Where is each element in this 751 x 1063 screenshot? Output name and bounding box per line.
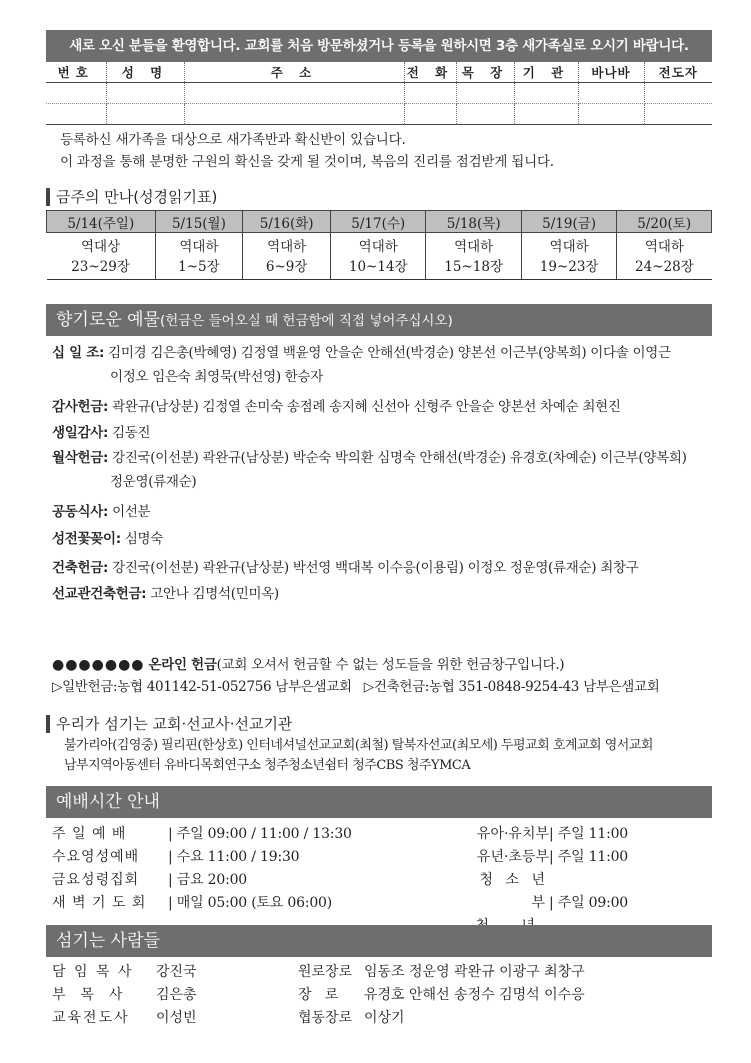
reading-chapters: 24~28장 [635,259,694,275]
input-cell[interactable] [514,82,578,103]
worship-label: 금요성령집회 [52,872,140,888]
offering-tithe [52,341,712,389]
worship-label: 청 소 년 부 [479,872,549,911]
missions-section-title [46,713,292,734]
missions-line: 남부지역아동센터 유바디목회연구소 청주청소년쉼터 청주CBS 청주YMCA [64,758,471,773]
reading-chapters: 15~18장 [444,259,504,275]
welcome-banner: 새로 오신 분들을 환영합니다. 교회를 처음 방문하셨거나 등록을 원하시면 3층 새가족실로 오시기 바랍니다. [46,30,712,62]
offering-label: 건축헌금: [52,560,109,576]
reading-date: 5/14(주일) [47,211,156,233]
reading-section-title [46,186,217,207]
missions-list [64,736,653,776]
worship-time: | 주일 11:00 [549,826,629,842]
staff-row [298,984,585,1007]
staff-names: 임동조 정운영 곽완규 이광구 최창구 [364,964,585,980]
input-cell[interactable] [184,103,404,124]
input-cell[interactable] [578,103,644,124]
worship-row [454,823,628,846]
reading-chapters: 19~23장 [539,259,599,275]
reading-date: 5/19(금) [521,211,616,233]
col-org: 기 관 [514,62,578,82]
worship-row [52,846,352,869]
missions-title: 우리가 섬기는 교회·선교사·선교기관 [56,715,293,733]
staff-left [52,961,197,1030]
staff-label: 장 로 [298,987,339,1003]
reading-date: 5/17(수) [331,211,426,233]
reading-chapters: 23~29장 [71,259,130,275]
reading-book: 역대하 [267,239,307,255]
offering-names: 심명숙 [124,531,164,547]
worship-time: | 금요 20:00 [168,872,248,888]
input-cell[interactable] [46,82,106,103]
input-cell[interactable] [184,82,404,103]
online-title: 온라인 헌금 [148,657,217,673]
input-cell[interactable] [644,82,712,103]
staff-label: 교육전도사 [52,1010,130,1026]
offering-label: 성전꽃꽂이: [52,531,121,547]
offering-meal [52,500,712,524]
staff-row [52,961,197,984]
offering-label: 생일감사: [52,425,109,441]
reading-cell [617,233,712,280]
reading-chapters: 1~5장 [178,259,220,275]
worship-row [454,846,628,869]
staff-row [298,961,585,984]
offering-label: 감사헌금: [52,399,109,415]
input-cell[interactable] [456,103,514,124]
reading-content-row [47,233,712,280]
offering-label: 선교관건축헌금: [52,586,147,602]
worship-label: 유년·초등부 [476,849,549,865]
staff-label: 부 목 사 [52,987,125,1003]
reading-book: 역대하 [549,239,589,255]
offering-title: 향기로운 예물 [56,310,160,330]
worship-time: | 주일 09:00 [549,895,629,911]
input-cell[interactable] [46,103,106,124]
staff-row [298,1007,585,1030]
dots-icon: ●●●●●●● [52,657,145,673]
col-address: 주 소 [184,62,404,82]
worship-label: 수요영성예배 [52,849,140,865]
worship-label: 유아·유치부 [476,826,549,842]
worship-row [52,892,352,915]
reading-book: 역대하 [644,239,684,255]
staff-right [298,961,585,1030]
offering-names: 강진국(이선분) 곽완규(남상분) 박선영 백대복 이수응(이용림) 이정오 정운영(류재순) 최창구 [112,560,639,576]
worship-header [46,786,712,818]
registration-header-row [46,62,712,82]
staff-label: 담 임 목 사 [52,964,134,980]
input-cell[interactable] [404,103,456,124]
worship-row [52,869,352,892]
offering-thanks [52,395,712,419]
reading-cell [331,233,426,280]
worship-left [52,823,352,915]
staff-names: 이상기 [364,1010,405,1026]
staff-row [52,1007,197,1030]
worship-label: 새 벽 기 도 회 [52,895,147,911]
section-bar-icon [46,188,50,206]
note-line-1: 등록하신 새가족을 대상으로 새가족반과 확신반이 있습니다. [60,132,406,148]
staff-names: 강진국 [156,964,197,980]
section-bar-icon [46,715,50,733]
offering-subtitle: (헌금은 들어오실 때 헌금함에 직접 넣어주십시오) [159,313,453,329]
offering-birthday [52,421,712,445]
offering-label: 월삭헌금: [52,450,109,466]
reading-book: 역대하 [358,239,398,255]
reading-date: 5/18(목) [426,211,521,233]
staff-label: 원로장로 [298,964,353,980]
col-name: 성 명 [106,62,184,82]
missions-line: 불가리아(김영중) 필리핀(한상호) 인터네셔널선교교회(최철) 탈북자선교(최모세) 두평교회 호계교회 영서교회 [64,738,653,753]
staff-header [46,925,712,957]
reading-date: 5/16(화) [243,211,331,233]
input-cell[interactable] [578,82,644,103]
general-account: ▷일반헌금:농협 401142-51-052756 남부은샘교회 [52,679,352,695]
input-cell[interactable] [644,103,712,124]
staff-label: 협동장로 [298,1010,353,1026]
reading-book: 역대하 [454,239,494,255]
building-account: ▷건축헌금:농협 351-0848-9254-43 남부은샘교회 [363,679,660,695]
reading-cell [47,233,156,280]
offering-header [46,304,712,336]
offering-names: 이선분 [112,504,151,520]
worship-time: | 주일 09:00 / 11:00 / 13:30 [168,826,352,842]
offering-names: 강진국(이선분) 곽완규(남상분) 박순숙 박의환 심명숙 안해선(박경순) 유경호(차예순) 이근부(양복희) [112,450,687,466]
worship-label: 주 일 예 배 [52,826,127,842]
worship-time: | 주일 11:00 [549,849,629,865]
online-desc: (교회 오셔서 헌금할 수 없는 성도들을 위한 헌금창구입니다.) [216,657,565,673]
worship-row [454,869,628,915]
table-row [46,82,712,103]
offering-label: 공동식사: [52,504,109,520]
col-phone: 전 화 [404,62,456,82]
worship-row [52,823,352,846]
worship-title: 예배시간 안내 [56,792,160,812]
reading-book: 역대상 [80,239,121,255]
col-number: 번호 [46,62,106,82]
offering-names-cont: 이정오 임은숙 최영묵(박선영) 한승자 [110,369,324,385]
col-barnabas: 바나바 [578,62,644,82]
worship-time: | 매일 05:00 (토요 06:00) [168,895,333,911]
col-cell: 목 장 [456,62,514,82]
input-cell[interactable] [514,103,578,124]
offering-mission-building [52,582,712,606]
offering-names: 김미경 김은총(박혜영) 김정열 백윤영 안을순 안해선(박경순) 양본선 이근부(양복희) 이다솔 이영근 [108,345,671,361]
offering-names-cont: 정운영(류재순) [110,474,197,490]
input-cell[interactable] [106,82,184,103]
offering-names: 고안나 김명석(민미옥) [150,586,279,602]
col-evangelist: 전도자 [644,62,712,82]
offering-names: 김동진 [112,425,151,441]
reading-chapters: 10~14장 [348,259,408,275]
input-cell[interactable] [456,82,514,103]
reading-book: 역대하 [179,239,219,255]
staff-title: 섬기는 사람들 [56,931,160,951]
reading-cell [426,233,521,280]
online-offering [52,654,660,698]
input-cell[interactable] [404,82,456,103]
offering-monthly [52,446,712,494]
offering-flowers [52,527,712,551]
reading-date-row [47,211,712,233]
reading-date: 5/20(토) [617,211,712,233]
reading-chapters: 6~9장 [265,259,308,275]
reading-cell [243,233,331,280]
staff-row [52,984,197,1007]
offering-label: 십 일 조: [52,345,105,361]
registration-table [46,62,712,125]
table-row [46,103,712,124]
reading-date: 5/15(월) [155,211,243,233]
staff-names: 유경호 안해선 송정수 김명석 이수응 [364,987,585,1003]
reading-cell [521,233,616,280]
input-cell[interactable] [106,103,184,124]
offering-building [52,556,712,580]
staff-names: 김은총 [156,987,197,1003]
offering-names: 곽완규(남상분) 김정열 손미숙 송점례 송지혜 신선아 신형주 안을순 양본선 차예순 최현진 [112,399,621,415]
note-line-2: 이 과정을 통해 분명한 구원의 확신을 갖게 될 것이며, 복음의 진리를 점검받게 됩니다. [60,154,554,170]
staff-names: 이성빈 [156,1010,197,1026]
worship-time: | 수요 11:00 / 19:30 [168,849,300,865]
reading-table [46,210,712,280]
reading-title: 금주의 만나(성경읽기표) [56,188,218,206]
reading-cell [155,233,243,280]
